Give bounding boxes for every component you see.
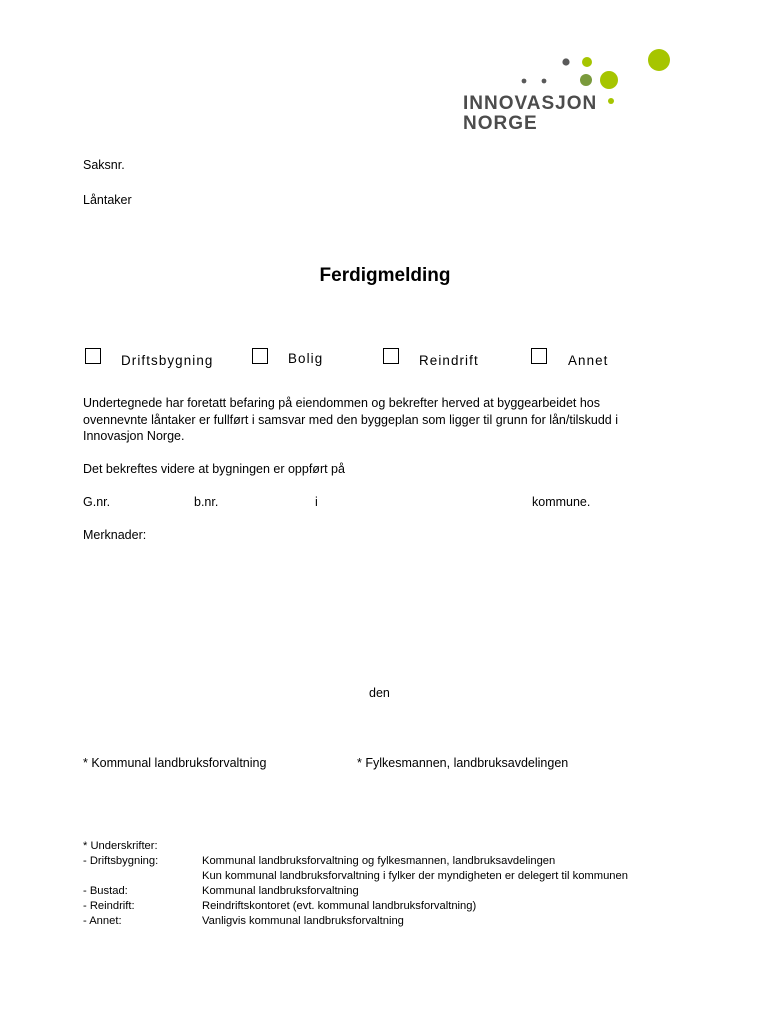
- footnote-keys-lower: [83, 884, 135, 929]
- footnote-key: - Bustad:: [83, 885, 128, 897]
- logo-wordmark: [463, 94, 597, 134]
- footnote-key: - Reindrift:: [83, 900, 135, 912]
- checkbox-label-driftsbygning: Driftsbygning: [121, 353, 214, 368]
- checkbox-annet[interactable]: [531, 348, 547, 364]
- gnr-label: G.nr.: [83, 495, 111, 509]
- lantaker-label: Låntaker: [83, 193, 132, 207]
- page-title: Ferdigmelding: [319, 265, 451, 286]
- logo-line-2: NORGE: [463, 113, 538, 134]
- footnote-value: Vanligvis kommunal landbruksforvaltning: [202, 915, 404, 927]
- kommune-label: kommune.: [532, 495, 591, 509]
- logo-line-1: INNOVASJON: [463, 93, 598, 114]
- bnr-label: b.nr.: [194, 495, 219, 509]
- footnote-key: - Annet:: [83, 915, 122, 927]
- i-label: i: [315, 495, 318, 509]
- date-den-label: den: [369, 686, 390, 700]
- footnote-value: Kun kommunal landbruksforvaltning i fylker der myndigheten er delegert til kommunen: [202, 870, 628, 882]
- checkbox-driftsbygning[interactable]: [85, 348, 101, 364]
- declaration-line: Innovasjon Norge.: [83, 429, 185, 444]
- footnote-keys: [83, 854, 158, 869]
- checkbox-label-reindrift: Reindrift: [419, 353, 479, 368]
- declaration-line: ovennevnte låntaker er fullført i samsvar med den byggeplan som ligger til grunn for lån/tilskudd i: [83, 412, 618, 427]
- checkbox-label-annet: Annet: [568, 353, 609, 368]
- footnote-value: Reindriftskontoret (evt. kommunal landbruksforvaltning): [202, 900, 477, 912]
- signature-right-label: * Fylkesmannen, landbruksavdelingen: [357, 756, 569, 770]
- signature-left-label: * Kommunal landbruksforvaltning: [83, 756, 267, 770]
- footnote-header: * Underskrifter:: [83, 840, 158, 852]
- confirm-text: Det bekreftes videre at bygningen er oppført på: [83, 462, 345, 476]
- footnote-value: Kommunal landbruksforvaltning: [202, 885, 359, 897]
- footnote-value: Kommunal landbruksforvaltning og fylkesmannen, landbruksavdelingen: [202, 855, 556, 867]
- checkbox-bolig[interactable]: [252, 348, 268, 364]
- declaration-paragraph: [83, 395, 683, 445]
- saksnr-label: Saksnr.: [83, 158, 125, 172]
- footnote-key: - Driftsbygning:: [83, 855, 159, 867]
- checkbox-label-bolig: Bolig: [288, 351, 324, 366]
- declaration-line: Undertegnede har foretatt befaring på eiendommen og bekrefter herved at byggearbeidet hos: [83, 396, 601, 410]
- footnote-values: [202, 854, 628, 929]
- remarks-label: Merknader:: [83, 528, 147, 542]
- checkbox-reindrift[interactable]: [383, 348, 399, 364]
